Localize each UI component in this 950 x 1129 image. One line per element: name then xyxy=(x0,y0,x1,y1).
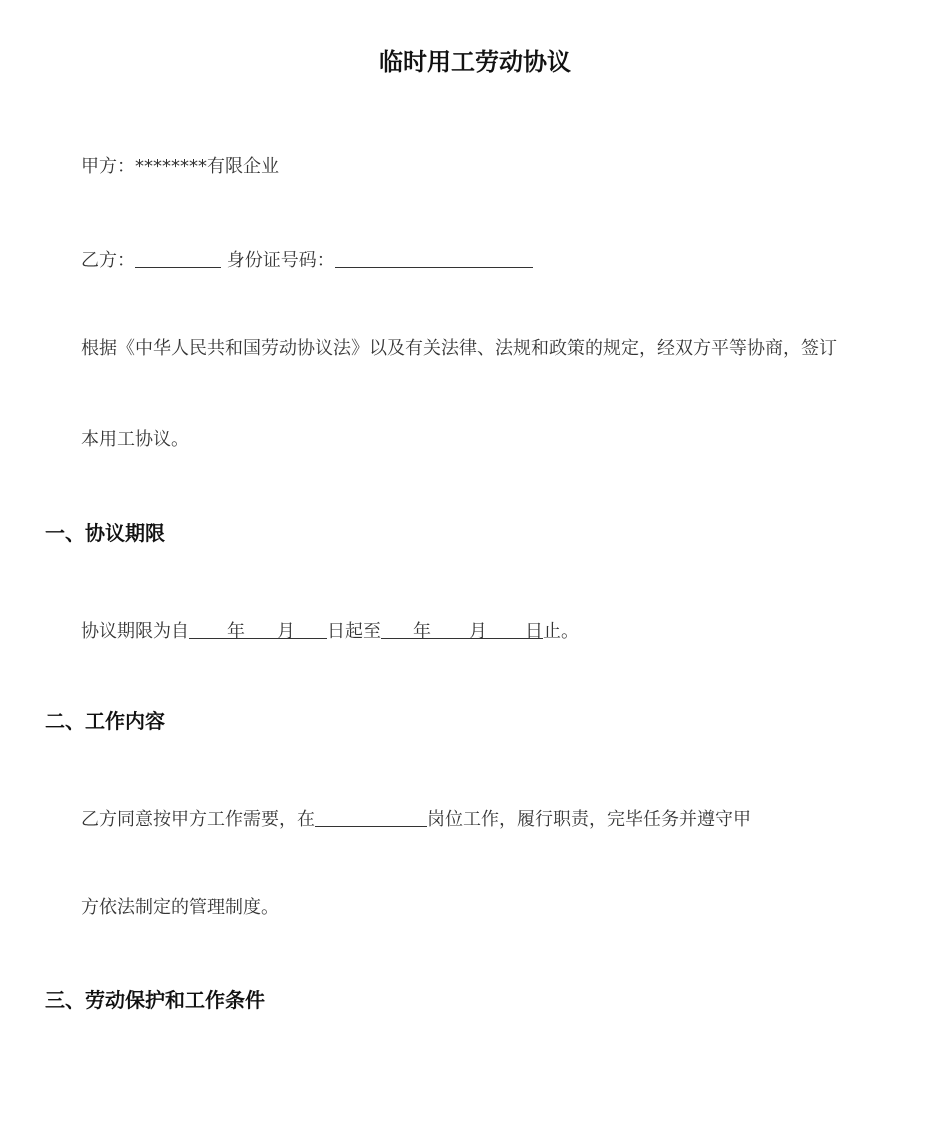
section-3-heading: 三、劳动保护和工作条件 xyxy=(45,988,265,1012)
term-line xyxy=(81,616,579,645)
end-month-blank xyxy=(431,618,469,639)
party-b-label: 乙方： xyxy=(81,250,135,271)
term-suffix: 止。 xyxy=(543,621,579,642)
end-day-label: 日 xyxy=(525,621,543,642)
end-year-label: 年 xyxy=(413,621,431,642)
party-a-label: 甲方： xyxy=(81,156,135,177)
end-month-label: 月 xyxy=(469,621,487,642)
end-year-blank xyxy=(381,618,413,639)
section-2-heading: 二、工作内容 xyxy=(45,709,165,733)
term-prefix: 协议期限为自 xyxy=(81,621,189,642)
party-b-line xyxy=(81,245,533,274)
start-year-blank xyxy=(189,618,227,639)
end-day-blank xyxy=(487,618,525,639)
position-blank xyxy=(315,806,427,827)
work-content-prefix: 乙方同意按甲方工作需要，在 xyxy=(81,809,315,830)
start-day-label: 日起至 xyxy=(327,621,381,642)
work-content-line-1 xyxy=(81,804,751,833)
document-title: 临时用工劳动协议 xyxy=(379,48,571,76)
party-a-value: ********有限企业 xyxy=(135,156,279,177)
section-1-heading: 一、协议期限 xyxy=(45,521,165,545)
work-content-line-2: 方依法制定的管理制度。 xyxy=(81,897,279,918)
id-number-blank xyxy=(335,247,533,268)
start-month-label: 月 xyxy=(277,621,295,642)
party-b-name-blank xyxy=(135,247,221,268)
start-month-blank xyxy=(245,618,277,639)
start-day-blank xyxy=(295,618,327,639)
intro-line-2: 本用工协议。 xyxy=(81,429,189,450)
intro-line-1: 根据《中华人民共和国劳动协议法》以及有关法律、法规和政策的规定，经双方平等协商，签订 xyxy=(81,338,837,359)
id-number-label: 身份证号码： xyxy=(226,250,335,271)
start-year-label: 年 xyxy=(227,621,245,642)
work-content-suffix: 岗位工作，履行职责，完毕任务并遵守甲 xyxy=(427,809,751,830)
party-a-line xyxy=(81,154,279,180)
